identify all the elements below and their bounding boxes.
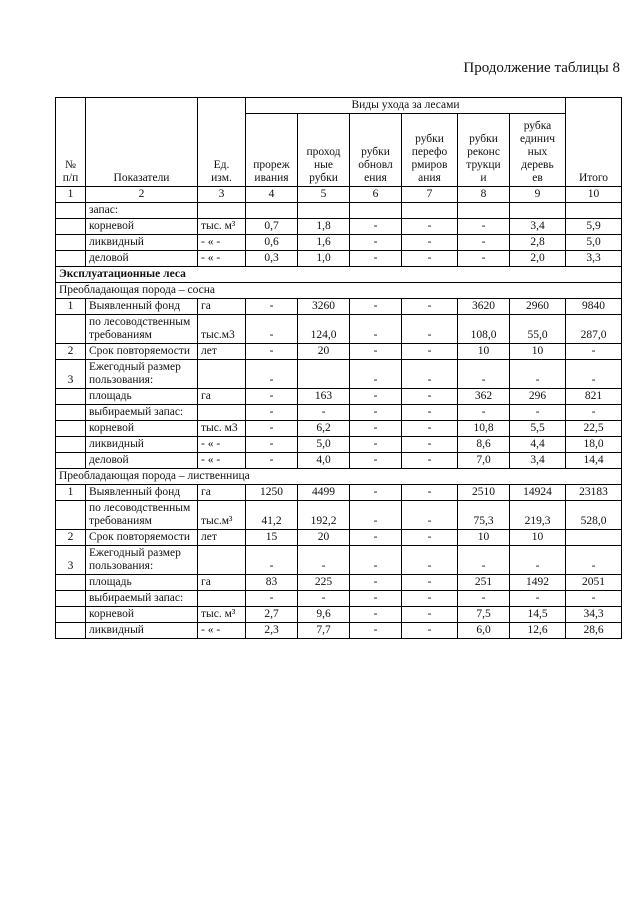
unit-cell: тыс. м3: [198, 421, 246, 437]
value-cell: -: [350, 485, 402, 501]
value-cell: -: [402, 575, 458, 591]
value-cell: -: [350, 315, 402, 344]
value-cell: [458, 203, 510, 219]
value-cell: [298, 360, 350, 389]
value-cell: 0,3: [246, 251, 298, 267]
header-indicator: Показатели: [86, 98, 198, 187]
value-cell: -: [510, 405, 566, 421]
table-row: [56, 575, 622, 591]
value-cell: 251: [458, 575, 510, 591]
value-cell: -: [246, 591, 298, 607]
value-cell: -: [350, 501, 402, 530]
indicator-label: корневой: [86, 219, 198, 235]
row-number: [56, 219, 86, 235]
unit-cell: - « -: [198, 251, 246, 267]
value-cell: [246, 203, 298, 219]
unit-cell: [198, 546, 246, 575]
section-row: [56, 469, 622, 485]
value-cell: 362: [458, 389, 510, 405]
header-col-renewal-cutting: рубки обновл ения: [350, 114, 402, 187]
value-cell: -: [350, 251, 402, 267]
value-cell: -: [402, 389, 458, 405]
table-row: [56, 591, 622, 607]
value-cell: 6,2: [298, 421, 350, 437]
table-row: [56, 453, 622, 469]
value-cell: -: [246, 437, 298, 453]
value-cell: 10: [510, 344, 566, 360]
indicator-label: ликвидный: [86, 437, 198, 453]
header-col-single-tree-cutting: рубка единич ных деревь ев: [510, 114, 566, 187]
value-cell: -: [402, 453, 458, 469]
value-cell: -: [458, 251, 510, 267]
value-cell: -: [402, 530, 458, 546]
value-cell: -: [246, 299, 298, 315]
value-cell: -: [402, 344, 458, 360]
total-cell: 14,4: [566, 453, 622, 469]
value-cell: 20: [298, 344, 350, 360]
table-row: [56, 389, 622, 405]
value-cell: -: [402, 251, 458, 267]
total-cell: -: [566, 405, 622, 421]
row-number: 3: [56, 546, 86, 575]
value-cell: 7,0: [458, 453, 510, 469]
unit-cell: [198, 360, 246, 389]
value-cell: -: [350, 360, 402, 389]
value-cell: -: [246, 453, 298, 469]
value-cell: -: [402, 360, 458, 389]
total-cell: -: [566, 591, 622, 607]
column-number: 10: [566, 187, 622, 203]
value-cell: 3,4: [510, 453, 566, 469]
value-cell: 0,7: [246, 219, 298, 235]
value-cell: [510, 203, 566, 219]
total-cell: 5,9: [566, 219, 622, 235]
total-cell: -: [566, 344, 622, 360]
unit-cell: - « -: [198, 437, 246, 453]
section-title: Эксплуатационные леса: [56, 267, 622, 283]
value-cell: 8,6: [458, 437, 510, 453]
value-cell: -: [246, 405, 298, 421]
indicator-label: Выявленный фонд: [86, 299, 198, 315]
indicator-label: запас:: [86, 203, 198, 219]
indicator-label: Ежегодный размер пользования:: [86, 546, 198, 575]
total-cell: 28,6: [566, 623, 622, 639]
value-cell: -: [350, 546, 402, 575]
indicator-label: выбираемый запас:: [86, 591, 198, 607]
table-header: [56, 98, 622, 203]
section-title: Преобладающая порода – лиственница: [56, 469, 622, 485]
indicator-label: деловой: [86, 251, 198, 267]
value-cell: -: [510, 360, 566, 389]
table-row: [56, 623, 622, 639]
section-title: Преобладающая порода – сосна: [56, 283, 622, 299]
section-row: [56, 283, 622, 299]
value-cell: 10,8: [458, 421, 510, 437]
row-number: 2: [56, 530, 86, 546]
value-cell: -: [350, 453, 402, 469]
unit-cell: га: [198, 575, 246, 591]
column-number: 8: [458, 187, 510, 203]
value-cell: -: [402, 591, 458, 607]
value-cell: [350, 203, 402, 219]
value-cell: -: [402, 546, 458, 575]
value-cell: -: [350, 299, 402, 315]
value-cell: -: [298, 405, 350, 421]
row-number: [56, 421, 86, 437]
indicator-label: Выявленный фонд: [86, 485, 198, 501]
total-cell: 23183: [566, 485, 622, 501]
table-caption: Продолжение таблицы 8: [463, 60, 620, 76]
indicator-label: выбираемый запас:: [86, 405, 198, 421]
total-cell: 34,3: [566, 607, 622, 623]
table-row: [56, 344, 622, 360]
unit-cell: [198, 203, 246, 219]
row-number: [56, 235, 86, 251]
column-number: 7: [402, 187, 458, 203]
table-row: [56, 235, 622, 251]
row-number: [56, 389, 86, 405]
value-cell: 4,0: [298, 453, 350, 469]
value-cell: -: [402, 437, 458, 453]
total-cell: 22,5: [566, 421, 622, 437]
table-row: [56, 360, 622, 389]
value-cell: 2510: [458, 485, 510, 501]
unit-cell: га: [198, 299, 246, 315]
value-cell: -: [402, 405, 458, 421]
value-cell: 3620: [458, 299, 510, 315]
value-cell: 1492: [510, 575, 566, 591]
value-cell: 3260: [298, 299, 350, 315]
value-cell: 2960: [510, 299, 566, 315]
value-cell: -: [402, 501, 458, 530]
table-row: [56, 299, 622, 315]
column-number: 5: [298, 187, 350, 203]
header-number: № п/п: [56, 98, 86, 187]
row-number: [56, 251, 86, 267]
table-row: [56, 546, 622, 575]
row-number: [56, 453, 86, 469]
table-body: [56, 203, 622, 639]
value-cell: -: [246, 344, 298, 360]
value-cell: 10: [510, 530, 566, 546]
unit-cell: - « -: [198, 623, 246, 639]
total-cell: 287,0: [566, 315, 622, 344]
indicator-label: ликвидный: [86, 235, 198, 251]
value-cell: -: [402, 315, 458, 344]
unit-cell: - « -: [198, 453, 246, 469]
table-row: [56, 405, 622, 421]
table-row: [56, 203, 622, 219]
value-cell: -: [402, 421, 458, 437]
total-cell: [566, 530, 622, 546]
total-cell: 821: [566, 389, 622, 405]
indicator-label: деловой: [86, 453, 198, 469]
header-care-types: Виды ухода за лесами: [246, 98, 566, 114]
row-number: [56, 623, 86, 639]
unit-cell: тыс. м³: [198, 219, 246, 235]
table-row: [56, 607, 622, 623]
table-row: [56, 251, 622, 267]
unit-cell: тыс. м³: [198, 607, 246, 623]
value-cell: -: [402, 485, 458, 501]
value-cell: 1,6: [298, 235, 350, 251]
table-row: [56, 501, 622, 530]
unit-cell: - « -: [198, 235, 246, 251]
total-cell: [566, 203, 622, 219]
row-number: 2: [56, 344, 86, 360]
row-number: 3: [56, 360, 86, 389]
value-cell: -: [246, 360, 298, 389]
value-cell: 108,0: [458, 315, 510, 344]
value-cell: -: [350, 530, 402, 546]
value-cell: -: [458, 546, 510, 575]
value-cell: 1250: [246, 485, 298, 501]
value-cell: 55,0: [510, 315, 566, 344]
header-col-thinning: прореж ивания: [246, 114, 298, 187]
value-cell: 296: [510, 389, 566, 405]
row-number: [56, 591, 86, 607]
indicator-label: Срок повторяемости: [86, 344, 198, 360]
value-cell: -: [350, 405, 402, 421]
value-cell: 20: [298, 530, 350, 546]
value-cell: 5,0: [298, 437, 350, 453]
value-cell: 4,4: [510, 437, 566, 453]
header-unit: Ед. изм.: [198, 98, 246, 187]
total-cell: 9840: [566, 299, 622, 315]
unit-cell: лет: [198, 530, 246, 546]
value-cell: -: [458, 591, 510, 607]
header-total: Итого: [566, 98, 622, 187]
value-cell: 41,2: [246, 501, 298, 530]
indicator-label: по лесоводственным требованиям: [86, 501, 198, 530]
value-cell: -: [350, 607, 402, 623]
value-cell: 7,7: [298, 623, 350, 639]
indicator-label: площадь: [86, 389, 198, 405]
table-row: [56, 437, 622, 453]
value-cell: 10: [458, 530, 510, 546]
value-cell: 15: [246, 530, 298, 546]
header-col-passage-cutting: проход ные рубки: [298, 114, 350, 187]
value-cell: -: [510, 546, 566, 575]
row-number: [56, 575, 86, 591]
table-row: [56, 421, 622, 437]
value-cell: -: [246, 546, 298, 575]
row-number: 1: [56, 299, 86, 315]
row-number: [56, 315, 86, 344]
value-cell: 14,5: [510, 607, 566, 623]
column-number: 9: [510, 187, 566, 203]
column-number: 4: [246, 187, 298, 203]
value-cell: 2,7: [246, 607, 298, 623]
value-cell: [298, 203, 350, 219]
indicator-label: по лесоводственным требованиям: [86, 315, 198, 344]
value-cell: -: [350, 623, 402, 639]
total-cell: 5,0: [566, 235, 622, 251]
indicator-label: площадь: [86, 575, 198, 591]
value-cell: -: [350, 235, 402, 251]
row-number: [56, 607, 86, 623]
value-cell: -: [350, 437, 402, 453]
unit-cell: тыс.м3: [198, 315, 246, 344]
section-row: [56, 267, 622, 283]
column-number: 6: [350, 187, 402, 203]
value-cell: -: [350, 421, 402, 437]
value-cell: -: [458, 219, 510, 235]
value-cell: 83: [246, 575, 298, 591]
unit-cell: га: [198, 389, 246, 405]
value-cell: 124,0: [298, 315, 350, 344]
row-number: 1: [56, 485, 86, 501]
column-number: 1: [56, 187, 86, 203]
table-row: [56, 315, 622, 344]
total-cell: 528,0: [566, 501, 622, 530]
row-number: [56, 437, 86, 453]
row-number: [56, 501, 86, 530]
unit-cell: га: [198, 485, 246, 501]
table-row: [56, 219, 622, 235]
value-cell: -: [246, 421, 298, 437]
value-cell: 1,0: [298, 251, 350, 267]
value-cell: 12,6: [510, 623, 566, 639]
value-cell: 9,6: [298, 607, 350, 623]
value-cell: 3,4: [510, 219, 566, 235]
header-col-reformation-cutting: рубки перефо рмиров ания: [402, 114, 458, 187]
value-cell: 192,2: [298, 501, 350, 530]
value-cell: -: [402, 607, 458, 623]
indicator-label: Ежегодный размер пользования:: [86, 360, 198, 389]
value-cell: 219,3: [510, 501, 566, 530]
value-cell: 7,5: [458, 607, 510, 623]
value-cell: -: [246, 315, 298, 344]
total-cell: 3,3: [566, 251, 622, 267]
value-cell: -: [246, 389, 298, 405]
value-cell: 225: [298, 575, 350, 591]
total-cell: 2051: [566, 575, 622, 591]
value-cell: 10: [458, 344, 510, 360]
total-cell: 18,0: [566, 437, 622, 453]
column-number: 3: [198, 187, 246, 203]
indicator-label: Срок повторяемости: [86, 530, 198, 546]
table-row: [56, 530, 622, 546]
table-row: [56, 485, 622, 501]
value-cell: -: [350, 344, 402, 360]
value-cell: -: [510, 591, 566, 607]
indicator-label: корневой: [86, 607, 198, 623]
value-cell: 5,5: [510, 421, 566, 437]
value-cell: [402, 203, 458, 219]
value-cell: 2,0: [510, 251, 566, 267]
value-cell: -: [350, 575, 402, 591]
value-cell: -: [298, 546, 350, 575]
value-cell: -: [458, 360, 510, 389]
value-cell: -: [458, 235, 510, 251]
value-cell: 4499: [298, 485, 350, 501]
value-cell: 2,8: [510, 235, 566, 251]
indicator-label: ликвидный: [86, 623, 198, 639]
unit-cell: [198, 591, 246, 607]
unit-cell: тыс.м³: [198, 501, 246, 530]
value-cell: -: [458, 405, 510, 421]
value-cell: -: [402, 235, 458, 251]
header-col-reconstruction-cutting: рубки реконс трукци и: [458, 114, 510, 187]
value-cell: -: [350, 591, 402, 607]
value-cell: -: [298, 591, 350, 607]
unit-cell: лет: [198, 344, 246, 360]
value-cell: -: [350, 219, 402, 235]
value-cell: 14924: [510, 485, 566, 501]
row-number: [56, 203, 86, 219]
value-cell: 2,3: [246, 623, 298, 639]
total-cell: -: [566, 546, 622, 575]
unit-cell: [198, 405, 246, 421]
value-cell: -: [402, 623, 458, 639]
total-cell: -: [566, 360, 622, 389]
column-number: 2: [86, 187, 198, 203]
value-cell: 1,8: [298, 219, 350, 235]
value-cell: 75,3: [458, 501, 510, 530]
forest-care-table: [55, 97, 622, 639]
value-cell: 6,0: [458, 623, 510, 639]
value-cell: -: [402, 219, 458, 235]
value-cell: -: [402, 299, 458, 315]
value-cell: 0,6: [246, 235, 298, 251]
indicator-label: корневой: [86, 421, 198, 437]
row-number: [56, 405, 86, 421]
value-cell: -: [350, 389, 402, 405]
value-cell: 163: [298, 389, 350, 405]
